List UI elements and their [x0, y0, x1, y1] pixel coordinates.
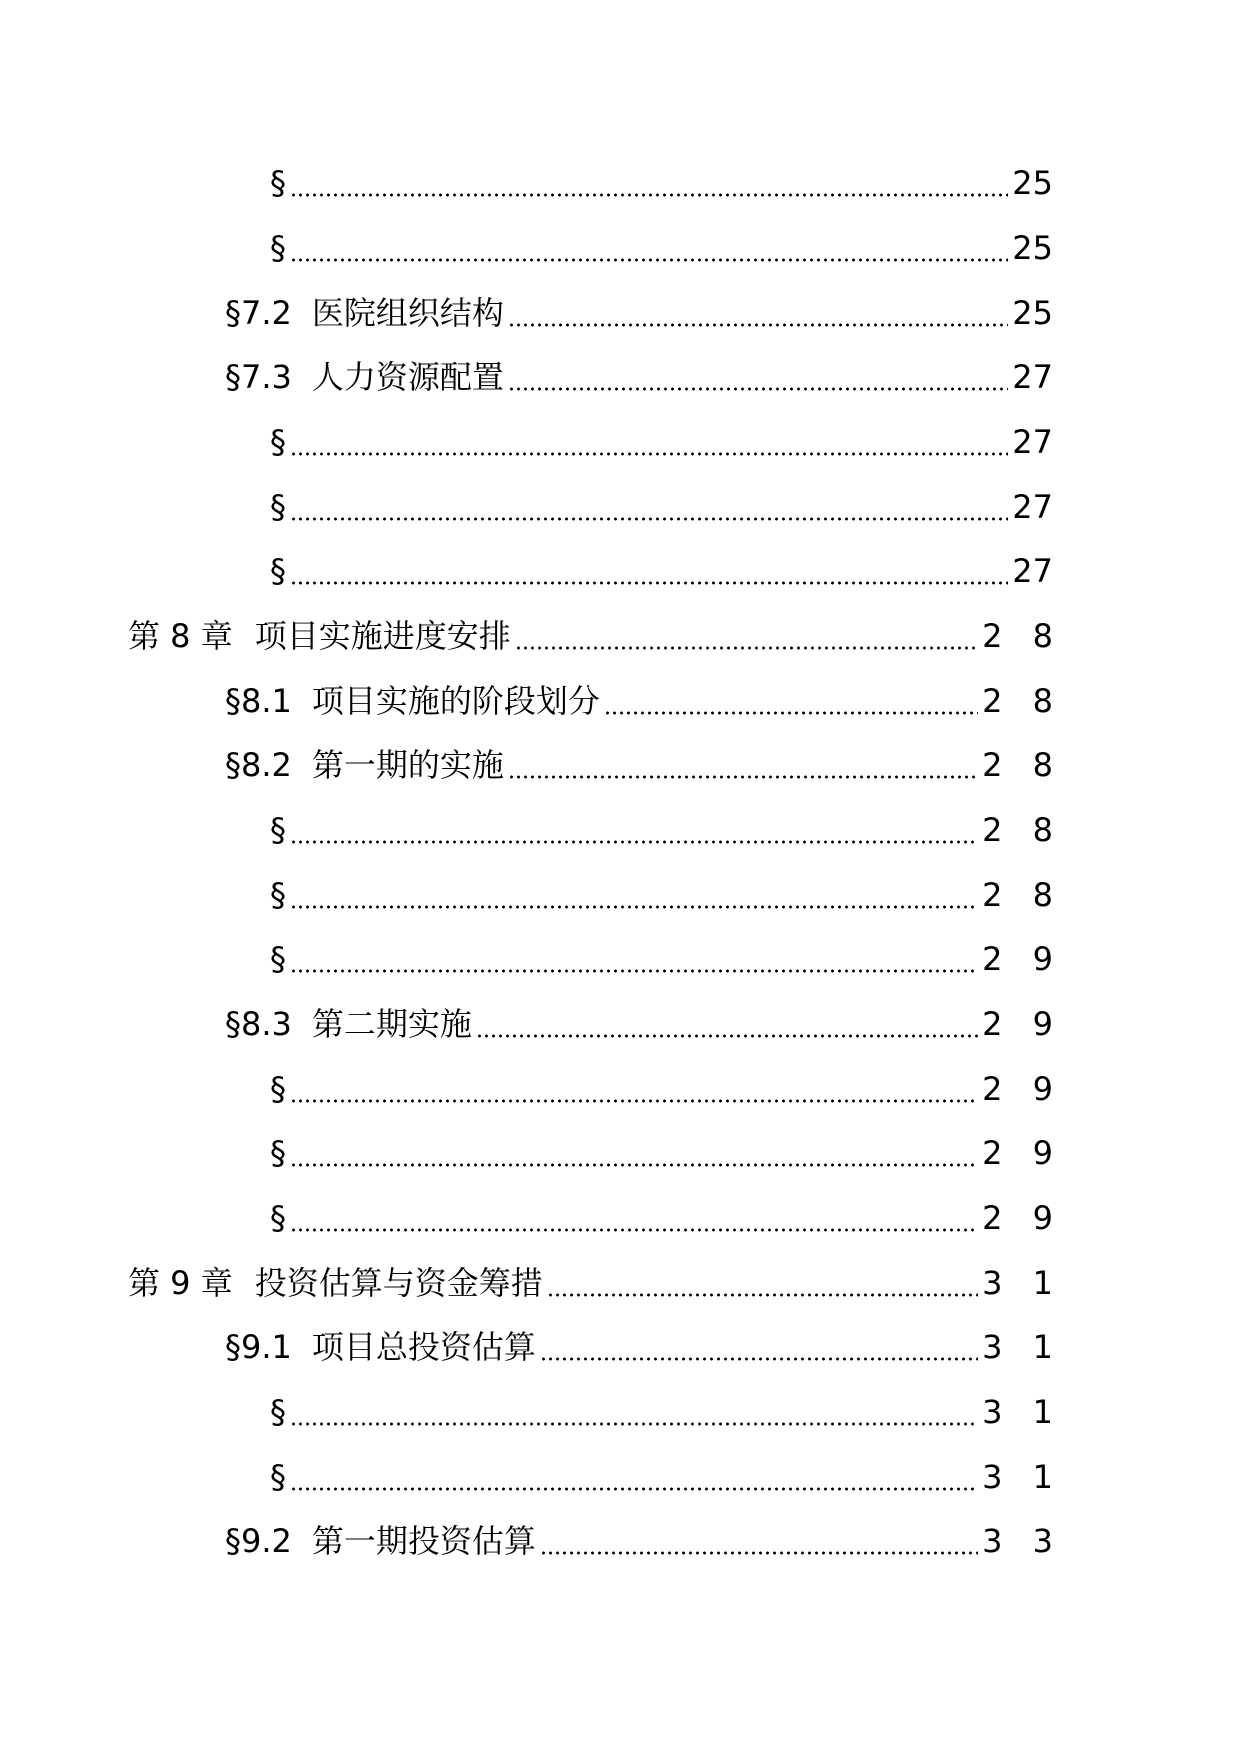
toc-entry-number: §: [270, 229, 286, 267]
toc-entry[interactable]: [270, 223, 1053, 273]
toc-entry-number: §9.2: [225, 1522, 292, 1560]
toc-entry[interactable]: [270, 1452, 1063, 1502]
toc-entry-page: 3 1: [982, 1458, 1063, 1496]
toc-entry-page: 3 1: [982, 1264, 1063, 1302]
toc-entry-number: §: [270, 1134, 286, 1172]
toc-entry-title: 项目实施进度安排: [254, 617, 511, 655]
toc-entry-page: 25: [1012, 294, 1053, 332]
toc-entry-title: 第二期实施: [311, 1005, 472, 1043]
dot-leader: [508, 387, 1008, 391]
dot-leader: [547, 1293, 978, 1297]
toc-entry-page: 2 8: [982, 682, 1063, 720]
toc-entry[interactable]: [225, 676, 1063, 726]
toc-entry[interactable]: [270, 546, 1053, 596]
toc-entry-number: §: [270, 423, 286, 461]
toc-entry[interactable]: [128, 611, 1063, 661]
toc-entry-page: 2 9: [982, 1134, 1063, 1172]
toc-entry-number: §8.2: [225, 746, 292, 784]
dot-leader: [290, 1163, 978, 1167]
toc-entry-page: 2 9: [982, 1005, 1063, 1043]
toc-entry-page: 2 8: [982, 746, 1063, 784]
dot-leader: [290, 258, 1008, 262]
toc-entry-page: 2 9: [982, 1199, 1063, 1237]
toc-entry[interactable]: [225, 999, 1063, 1049]
toc-entry-title: 医院组织结构: [311, 294, 504, 332]
toc-entry[interactable]: [270, 1064, 1063, 1114]
dot-leader: [290, 1099, 978, 1103]
toc-entry[interactable]: [270, 1128, 1063, 1178]
toc-entry-number: 第 9 章: [128, 1264, 233, 1302]
toc-entry-title: 项目实施的阶段划分: [311, 682, 600, 720]
toc-entry-page: 27: [1012, 488, 1053, 526]
dot-leader: [508, 775, 978, 779]
toc-entry[interactable]: [270, 417, 1053, 467]
dot-leader: [290, 840, 978, 844]
toc-entry-number: §: [270, 1199, 286, 1237]
toc-entry-page: 27: [1012, 552, 1053, 590]
toc-entry-number: §8.3: [225, 1005, 292, 1043]
toc-entry-title: 第一期投资估算: [311, 1522, 536, 1560]
toc-entry-number: §: [270, 1070, 286, 1108]
toc-entry-number: §: [270, 876, 286, 914]
dot-leader: [290, 1487, 978, 1491]
toc-entry-page: 3 1: [982, 1328, 1063, 1366]
dot-leader: [290, 581, 1008, 585]
toc-entry-title: 项目总投资估算: [311, 1328, 536, 1366]
toc-entry-number: §7.3: [225, 358, 292, 396]
toc-entry-page: 2 8: [982, 617, 1063, 655]
toc-entry[interactable]: [270, 870, 1063, 920]
dot-leader: [508, 323, 1008, 327]
toc-entry[interactable]: [225, 1322, 1063, 1372]
toc-entry[interactable]: [270, 158, 1053, 208]
toc-entry[interactable]: [225, 1516, 1063, 1566]
toc-entry-number: §: [270, 164, 286, 202]
toc-entry-number: §7.2: [225, 294, 292, 332]
toc-entry-page: 2 9: [982, 1070, 1063, 1108]
toc-entry-number: §8.1: [225, 682, 292, 720]
toc-entry[interactable]: [128, 1258, 1063, 1308]
toc-entry-number: §9.1: [225, 1328, 292, 1366]
dot-leader: [290, 193, 1008, 197]
toc-entry-page: 2 8: [982, 811, 1063, 849]
toc-entry-page: 3 1: [982, 1393, 1063, 1431]
toc-entry-page: 27: [1012, 358, 1053, 396]
toc-entry-page: 2 9: [982, 940, 1063, 978]
dot-leader: [290, 452, 1008, 456]
toc-entry-number: §: [270, 811, 286, 849]
dot-leader: [540, 1551, 978, 1555]
dot-leader: [290, 1228, 978, 1232]
toc-entry-title: 人力资源配置: [311, 358, 504, 396]
toc-entry[interactable]: [225, 740, 1063, 790]
toc-entry[interactable]: [270, 805, 1063, 855]
toc-entry[interactable]: [270, 934, 1063, 984]
toc-entry-number: §: [270, 1393, 286, 1431]
toc-entry[interactable]: [225, 288, 1053, 338]
toc-entry-number: §: [270, 1458, 286, 1496]
dot-leader: [290, 517, 1008, 521]
toc-entry-number: 第 8 章: [128, 617, 233, 655]
toc-entry-page: 27: [1012, 423, 1053, 461]
toc-entry-page: 25: [1012, 164, 1053, 202]
dot-leader: [290, 905, 978, 909]
toc-entry[interactable]: [270, 1387, 1063, 1437]
toc-entry-page: 25: [1012, 229, 1053, 267]
toc-entry-number: §: [270, 940, 286, 978]
dot-leader: [290, 969, 978, 973]
dot-leader: [290, 1422, 978, 1426]
toc-entry-number: §: [270, 488, 286, 526]
toc-entry-title: 投资估算与资金筹措: [254, 1264, 543, 1302]
dot-leader: [540, 1357, 978, 1361]
dot-leader: [604, 711, 978, 715]
toc-entry[interactable]: [225, 352, 1053, 402]
toc-entry[interactable]: [270, 1193, 1063, 1243]
toc-entry-page: 3 3: [982, 1522, 1063, 1560]
dot-leader: [515, 646, 978, 650]
dot-leader: [476, 1034, 978, 1038]
toc-entry-title: 第一期的实施: [311, 746, 504, 784]
toc-entry-page: 2 8: [982, 876, 1063, 914]
toc-entry-number: §: [270, 552, 286, 590]
toc-entry[interactable]: [270, 482, 1053, 532]
